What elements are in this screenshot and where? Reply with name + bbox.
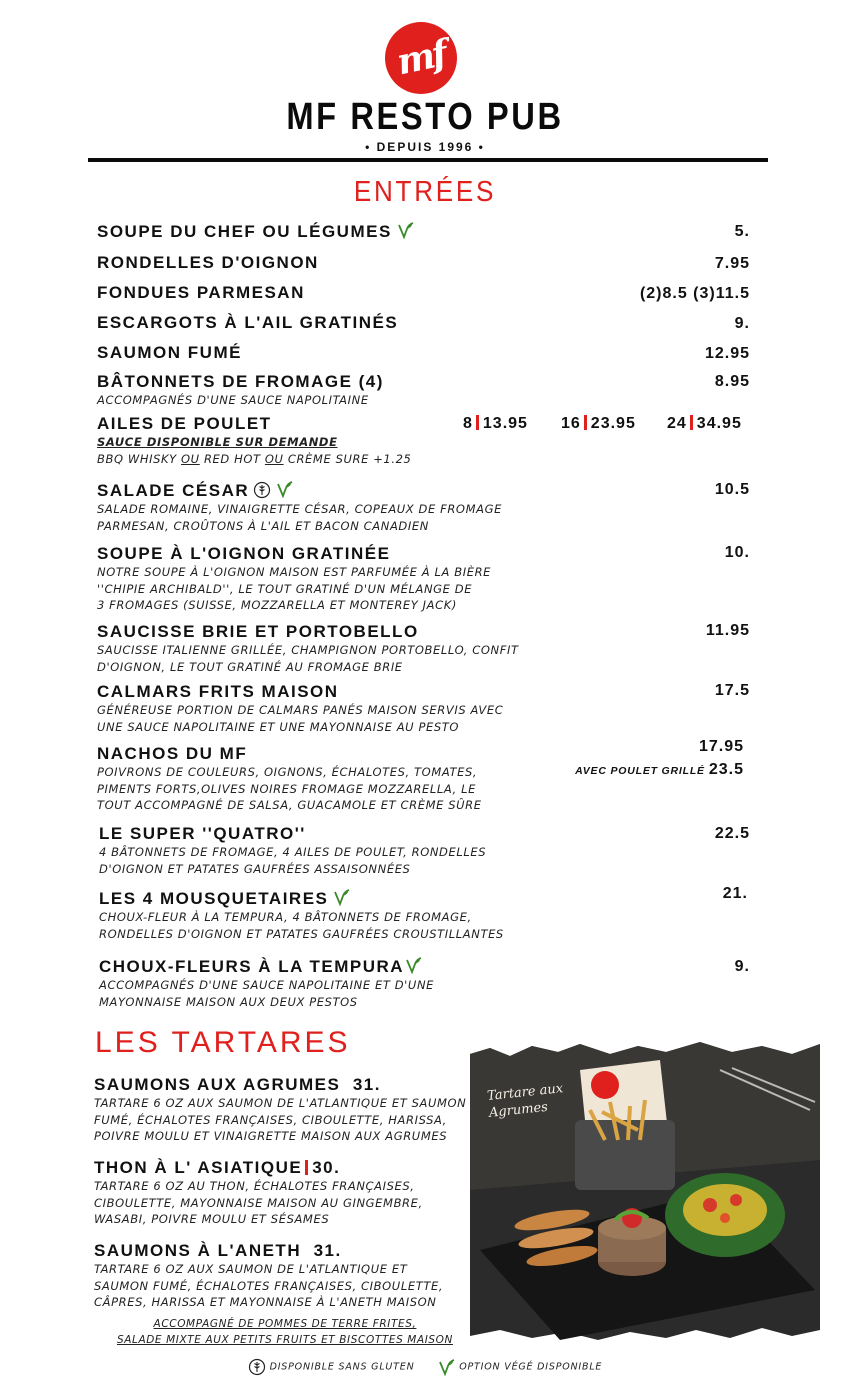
item-description: CIBOULETTE, MAYONNAISE MAISON AU GINGEMBRE, — [94, 1195, 423, 1210]
item-name: ESCARGOTS À L'AIL GRATINÉS — [97, 313, 399, 332]
menu-item — [97, 480, 502, 534]
item-price: 21. — [722, 885, 748, 902]
item-description: ACCOMPAGNÉS D'UNE SAUCE NAPOLITAINE ET D'UNE — [99, 978, 435, 992]
menu-item — [97, 221, 414, 242]
header-divider — [88, 158, 768, 162]
item-price: (2)8.5 (3)11.5 — [639, 285, 750, 302]
menu-item — [99, 956, 434, 1010]
item-price: 10.5 — [714, 481, 750, 498]
item-description: UNE SAUCE NAPOLITAINE ET UNE MAYONNAISE AU PESTO — [97, 719, 460, 734]
restaurant-name: MF RESTO PUB — [286, 96, 564, 138]
item-description: TOUT ACCOMPAGNÉ DE SALSA, GUACAMOLE ET CRÈME SÛRE — [97, 798, 482, 812]
item-description: WASABI, POIVRE MOULU ET SÉSAMES — [94, 1212, 330, 1226]
item-description: ACCOMPAGNÉS D'UNE SAUCE NAPOLITAINE — [97, 393, 369, 407]
item-description: MAYONNAISE MAISON AUX DEUX PESTOS — [99, 994, 358, 1009]
item-name: SOUPE DU CHEF OU LÉGUMES — [97, 222, 392, 241]
item-name: AILES DE POULET — [97, 414, 272, 433]
menu-item — [99, 888, 504, 942]
item-name: SAUMONS AUX AGRUMES 31. — [94, 1075, 381, 1094]
item-description: ''CHIPIE ARCHIBALD'', LE TOUT GRATINÉ D'UN MÉLANGE DE — [97, 581, 473, 596]
item-name: CHOUX-FLEURS À LA TEMPURA — [99, 956, 434, 977]
veg-icon — [437, 1358, 455, 1376]
section-title-tartares: LES TARTARES — [95, 1026, 351, 1059]
menu-item — [97, 544, 491, 614]
section-title-entrees: ENTRÉES — [353, 176, 497, 208]
item-price: 8.95 — [714, 373, 750, 390]
item-description: POIVRONS DE COULEURS, OIGNONS, ÉCHALOTES, TOMATES, — [97, 765, 478, 779]
menu-item — [99, 824, 486, 877]
veg-icon — [275, 480, 293, 498]
item-description: 3 FROMAGES (SUISSE, MOZZARELLA ET MONTEREY JACK) — [97, 598, 457, 612]
item-description: PARMESAN, CROÛTONS À L'AIL ET BACON CANADIEN — [97, 518, 429, 533]
item-price: 12.95 — [704, 345, 750, 362]
item-description: 4 BÂTONNETS DE FROMAGE, 4 AILES DE POULET, RONDELLES — [99, 845, 487, 859]
logo — [385, 22, 457, 94]
item-description: GÉNÉREUSE PORTION DE CALMARS PANÉS MAISON SERVIS AVEC — [97, 703, 504, 717]
item-alt-price: AVEC POULET GRILLÉ 23.5 — [575, 761, 744, 778]
item-name: RONDELLES D'OIGNON — [97, 253, 319, 272]
item-name: LE SUPER ''QUATRO'' — [99, 824, 306, 843]
gluten-free-icon — [248, 1358, 266, 1376]
menu-item — [97, 253, 319, 273]
menu-item — [97, 372, 384, 409]
item-price: 9. — [734, 315, 750, 332]
veg-icon — [332, 888, 350, 906]
item-description: SAUMON FUMÉ, ÉCHALOTES FRANÇAISES, CIBOULETTE, — [94, 1278, 444, 1293]
item-price: 10. — [724, 544, 750, 561]
item-description: FUMÉ, ÉCHALOTES FRANÇAISES, CIBOULETTE, HARISSA, — [94, 1112, 447, 1127]
item-price: 9. — [734, 958, 750, 975]
item-name: FONDUES PARMESAN — [97, 283, 305, 302]
menu-item — [97, 283, 305, 303]
item-description: CÂPRES, HARISSA ET MAYONNAISE À L'ANETH MAISON — [94, 1295, 437, 1309]
sauce-options: BBQ WHISKY OU RED HOT OU CRÈME SURE +1.25 — [97, 451, 412, 466]
item-price: 17.5 — [714, 682, 750, 699]
menu-item-wings — [97, 414, 411, 467]
wings-size-8: 8 13.95 — [463, 415, 528, 432]
item-price: 11.95 — [705, 622, 750, 639]
legend-gluten-free: DISPONIBLE SANS GLUTEN — [269, 1361, 415, 1373]
item-name: SAUCISSE BRIE ET PORTOBELLO — [97, 622, 419, 641]
item-price: 5. — [734, 223, 750, 240]
item-name: CALMARS FRITS MAISON — [97, 682, 339, 701]
item-name: NACHOS DU MF — [97, 744, 248, 763]
item-name: SALADE CÉSAR — [97, 480, 502, 501]
item-name: LES 4 MOUSQUETAIRES — [99, 888, 504, 909]
menu-item — [94, 1075, 466, 1145]
sauce-note: SAUCE DISPONIBLE SUR DEMANDE — [97, 435, 338, 449]
gluten-free-icon — [253, 481, 271, 499]
item-description: D'OIGNON, LE TOUT GRATINÉ AU FROMAGE BRIE — [97, 659, 403, 674]
veg-icon — [396, 221, 414, 239]
legend-veg: OPTION VÉGÉ DISPONIBLE — [459, 1361, 603, 1373]
item-description: TARTARE 6 OZ AU THON, ÉCHALOTES FRANÇAISES, — [94, 1179, 415, 1193]
item-name: THON À L' ASIATIQUE 30. — [94, 1158, 341, 1177]
item-description: SALADE ROMAINE, VINAIGRETTE CÉSAR, COPEAUX DE FROMAGE — [97, 502, 502, 516]
item-name: SAUMONS À L'ANETH 31. — [94, 1241, 342, 1260]
menu-item — [94, 1241, 443, 1311]
menu-item — [97, 682, 503, 735]
photo-caption: Tartare aux Agrumes — [486, 1081, 564, 1121]
wings-size-24: 24 34.95 — [667, 415, 742, 432]
item-description: D'OIGNON ET PATATES GAUFRÉES ASSAISONNÉES — [99, 861, 411, 876]
item-price: 31. — [352, 1075, 381, 1094]
menu-item — [97, 744, 482, 814]
item-price: 22.5 — [714, 825, 750, 842]
item-name: SAUMON FUMÉ — [97, 343, 242, 362]
menu-item — [97, 622, 519, 675]
legend — [0, 1358, 850, 1376]
wings-size-16: 16 23.95 — [561, 415, 636, 432]
item-price: 30. — [312, 1158, 341, 1177]
item-description: POIVRE MOULU ET VINAIGRETTE MAISON AUX AGRUMES — [94, 1129, 448, 1143]
item-description: TARTARE 6 OZ AUX SAUMON DE L'ATLANTIQUE ET SAUMON — [94, 1096, 467, 1110]
veg-icon — [404, 956, 422, 974]
since-tagline: • DEPUIS 1996 • — [365, 140, 485, 154]
item-name: SOUPE À L'OIGNON GRATINÉE — [97, 544, 391, 563]
item-description: TARTARE 6 OZ AUX SAUMON DE L'ATLANTIQUE ET — [94, 1262, 408, 1276]
menu-item — [97, 343, 242, 363]
menu-item — [97, 313, 398, 333]
menu-item — [94, 1158, 423, 1228]
item-description: SAUCISSE ITALIENNE GRILLÉE, CHAMPIGNON PORTOBELLO, CONFIT — [97, 643, 519, 657]
item-name: BÂTONNETS DE FROMAGE (4) — [97, 372, 384, 391]
accompaniment-note: ACCOMPAGNÉ DE POMMES DE TERRE FRITES, SALADE MIXTE AUX PETITS FRUITS ET BISCOTTES MAISON — [116, 1318, 454, 1346]
item-description: CHOUX-FLEUR À LA TEMPURA, 4 BÂTONNETS DE FROMAGE, — [99, 910, 472, 924]
item-price: 31. — [313, 1241, 342, 1260]
item-description: PIMENTS FORTS,OLIVES NOIRES FROMAGE MOZZARELLA, LE — [97, 781, 476, 796]
item-price: 17.95 — [698, 738, 744, 755]
item-price: 7.95 — [714, 255, 750, 272]
item-description: NOTRE SOUPE À L'OIGNON MAISON EST PARFUMÉE À LA BIÈRE — [97, 565, 492, 579]
item-description: RONDELLES D'OIGNON ET PATATES GAUFRÉES CROUSTILLANTES — [99, 926, 504, 941]
logo-text: mf — [393, 32, 449, 84]
